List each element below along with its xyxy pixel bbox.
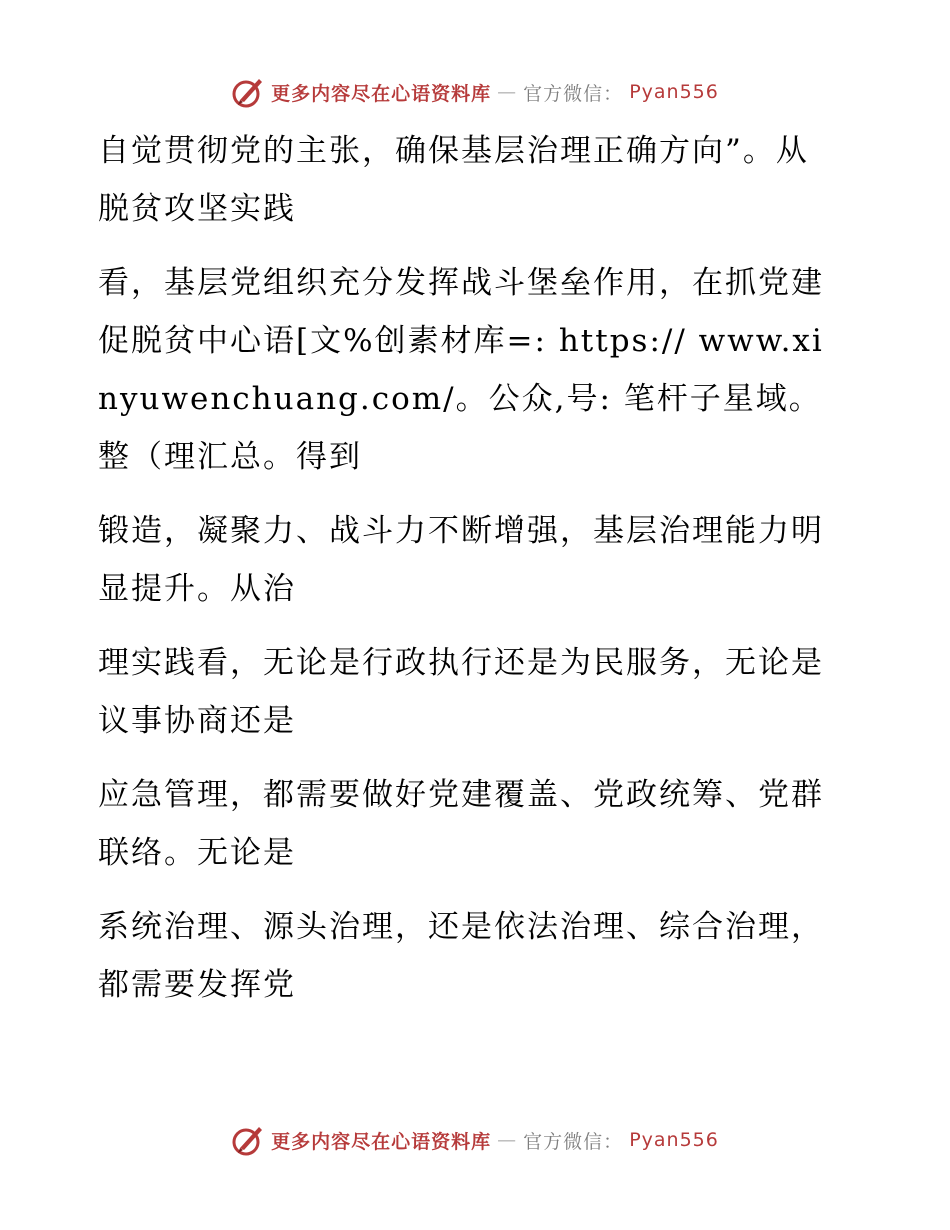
banner-wechat-id: Pyan556 bbox=[629, 1129, 719, 1151]
document-body bbox=[98, 122, 833, 1030]
banner-wechat-label: 官方微信： bbox=[523, 82, 624, 105]
banner-main-text: 更多内容尽在心语资料库 bbox=[271, 82, 492, 105]
banner-wechat-id: Pyan556 bbox=[629, 81, 719, 103]
header-banner bbox=[0, 72, 950, 112]
quill-logo-icon bbox=[231, 75, 265, 109]
paragraph-5: 应急管理，都需要做好党建覆盖、党政统筹、党群联络。无论是 bbox=[98, 777, 824, 871]
paragraph-1: 自觉贯彻党的主张，确保基层治理正确方向”。从脱贫攻坚实践 bbox=[98, 133, 809, 227]
paragraph-6: 系统治理、源头治理，还是依法治理、综合治理，都需要发挥党 bbox=[98, 909, 824, 1003]
footer-banner bbox=[0, 1120, 950, 1160]
banner-main-text: 更多内容尽在心语资料库 bbox=[271, 1130, 492, 1153]
quill-logo-icon bbox=[231, 1123, 265, 1157]
banner-dash: — bbox=[497, 81, 518, 103]
paragraph-4: 理实践看，无论是行政执行还是为民服务，无论是议事协商还是 bbox=[98, 645, 824, 739]
paragraph-2: 看，基层党组织充分发挥战斗堡垒作用，在抓党建促脱贫中心语[文%创素材库=: https:// www.xinyuwenchuang.com/。公众,号: 笔杆子星域。整（理汇总。得到 bbox=[98, 265, 824, 475]
banner-dash: — bbox=[497, 1129, 518, 1151]
paragraph-3: 锻造，凝聚力、战斗力不断增强，基层治理能力明显提升。从治 bbox=[98, 513, 824, 607]
banner-wechat-label: 官方微信： bbox=[523, 1130, 624, 1153]
